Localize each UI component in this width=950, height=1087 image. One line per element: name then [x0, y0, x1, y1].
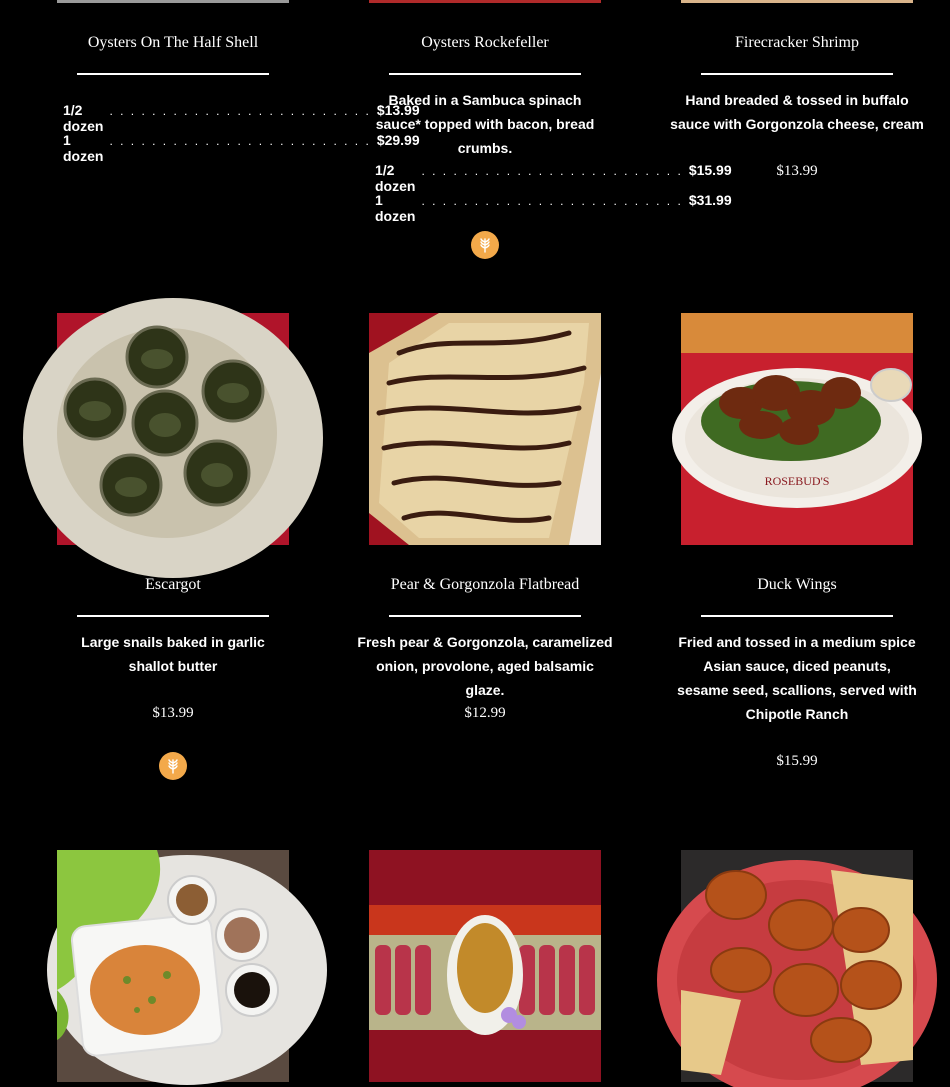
item-price: $13.99	[776, 163, 818, 179]
photo-oysters-rockefeller-cropped	[369, 0, 601, 3]
photo-duck-wings[interactable]	[681, 313, 913, 545]
item-price: $13.99	[152, 705, 194, 721]
title-divider	[701, 73, 893, 75]
portion-price: $15.99	[688, 162, 732, 178]
item-title-flatbread: Pear & Gorgonzola Flatbread	[390, 576, 580, 593]
portion-label: 1 dozen	[63, 132, 104, 164]
photo-firecracker-shrimp-cropped	[681, 0, 913, 3]
portion-price: $29.99	[376, 132, 420, 148]
portion-price: $31.99	[688, 192, 732, 208]
title-divider	[701, 615, 893, 617]
title-divider	[77, 73, 269, 75]
title-divider	[389, 73, 581, 75]
title-divider	[77, 615, 269, 617]
item-description: Baked in a Sambuca spinach sauce* topped with bacon, bread crumbs.	[375, 92, 595, 156]
price-row-dozen	[63, 132, 420, 164]
item-title-firecracker-shrimp: Firecracker Shrimp	[735, 34, 859, 51]
photo-seared-tuna[interactable]	[369, 850, 601, 1082]
item-title-duck-wings: Duck Wings	[757, 576, 837, 593]
price-row-dozen	[375, 192, 732, 224]
dot-leader: . . . . . . . . . . . . . . . . . . . . . . . . .	[421, 164, 683, 178]
photo-lettuce-wraps[interactable]	[57, 850, 289, 1082]
dot-leader: . . . . . . . . . . . . . . . . . . . . . . . . .	[109, 104, 371, 118]
item-price: $12.99	[464, 705, 506, 721]
photo-sausage-peppers[interactable]	[681, 850, 913, 1082]
item-description: Large snails baked in garlic shallot butter	[81, 634, 265, 674]
wheat-gluten-free-icon	[471, 231, 499, 259]
photo-flatbread[interactable]	[369, 313, 601, 545]
portion-label: 1/2 dozen	[63, 102, 104, 134]
item-title-escargot: Escargot	[145, 576, 201, 593]
item-description: Hand breaded & tossed in buffalo sauce with Gorgonzola cheese, cream	[670, 92, 924, 132]
photo-oysters-half-shell-cropped	[57, 0, 289, 3]
item-description: Fried and tossed in a medium spice Asian sauce, diced peanuts, sesame seed, scallions, served with Chipotle Ranch	[677, 634, 917, 722]
dot-leader: . . . . . . . . . . . . . . . . . . . . . . . . .	[421, 194, 683, 208]
item-title-oysters-rockefeller: Oysters Rockefeller	[421, 34, 549, 51]
price-row-half-dozen	[375, 162, 732, 194]
item-price: $15.99	[776, 753, 818, 769]
dot-leader: . . . . . . . . . . . . . . . . . . . . . . . . .	[109, 134, 371, 148]
item-description: Fresh pear & Gorgonzola, caramelized onion, provolone, aged balsamic glaze.	[357, 634, 613, 698]
plate-logo-text: ROSEBUD'S	[764, 474, 830, 488]
title-divider	[389, 615, 581, 617]
wheat-gluten-free-icon	[159, 752, 187, 780]
portion-label: 1 dozen	[375, 192, 416, 224]
portion-label: 1/2 dozen	[375, 162, 416, 194]
price-row-half-dozen	[63, 102, 420, 134]
item-title-oysters-half-shell: Oysters On The Half Shell	[87, 34, 259, 51]
photo-escargot[interactable]	[57, 313, 289, 545]
portion-price: $13.99	[376, 102, 420, 118]
